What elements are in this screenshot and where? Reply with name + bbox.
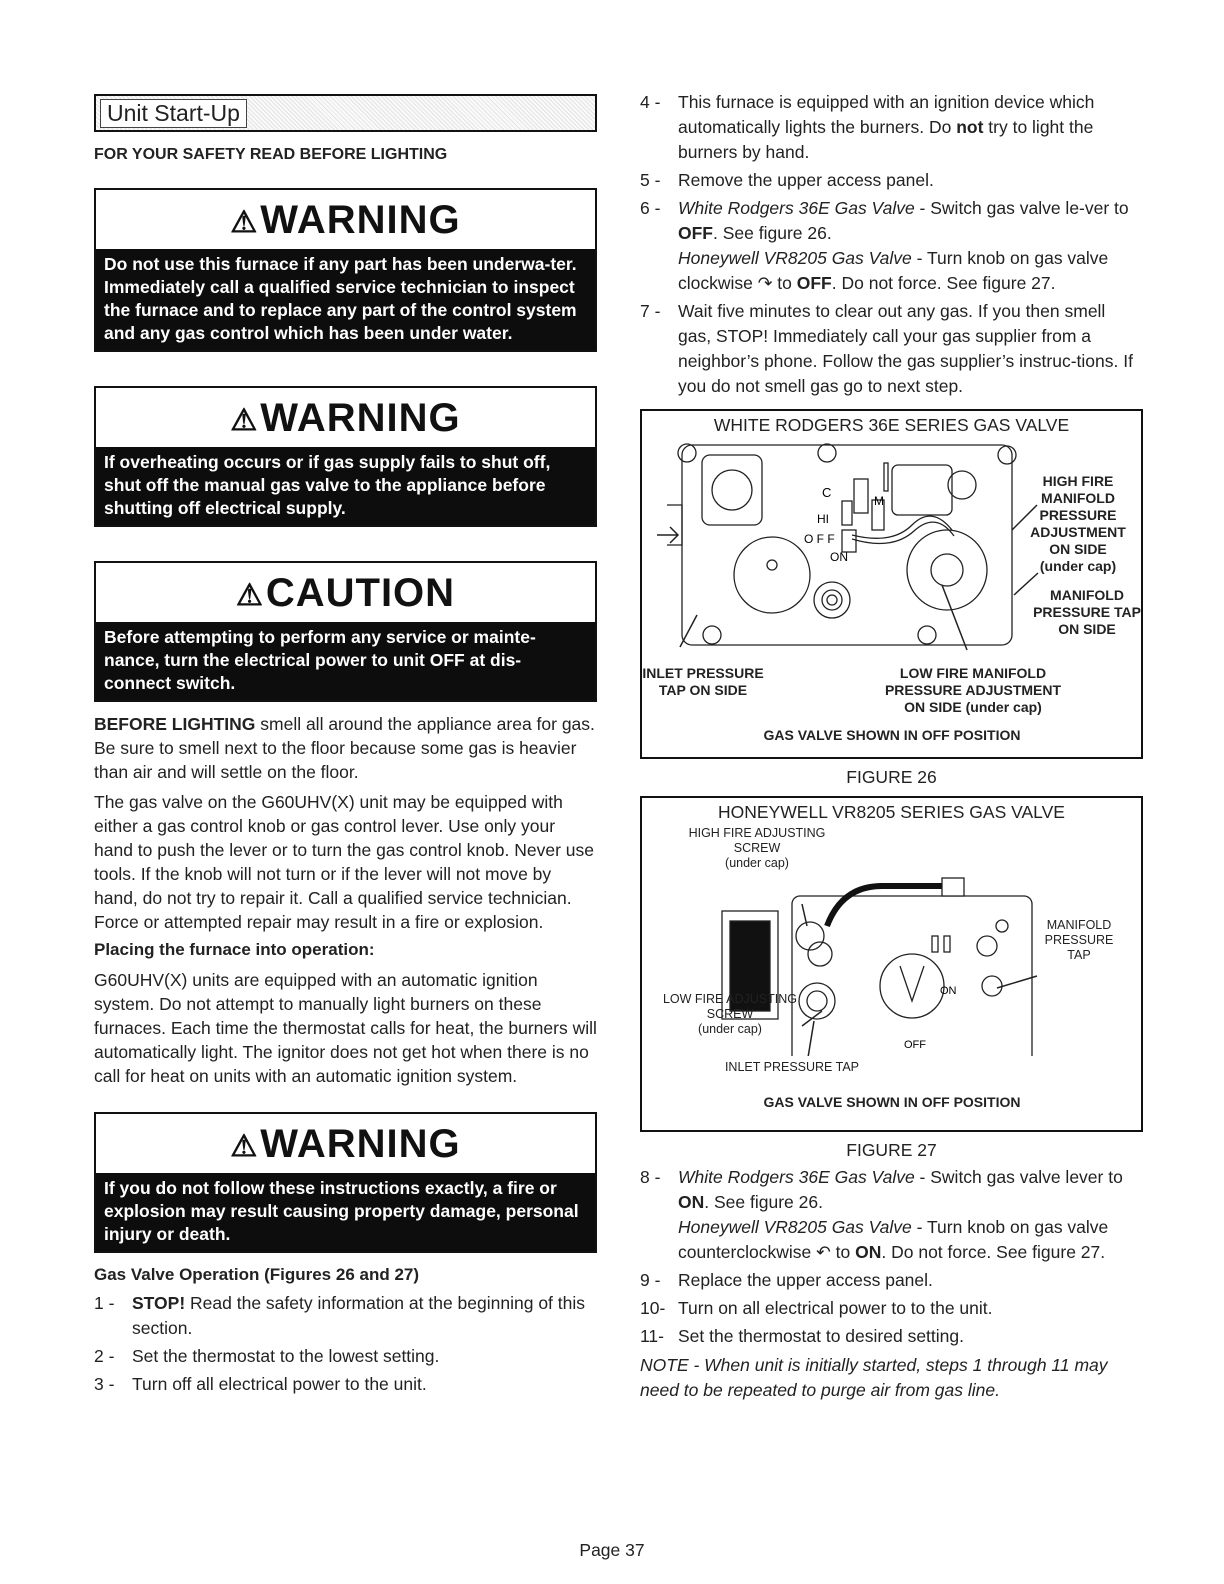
label-text: (under cap) xyxy=(698,1022,762,1036)
list-item xyxy=(94,1344,597,1369)
operation-heading: Gas Valve Operation (Figures 26 and 27) xyxy=(94,1265,420,1284)
warning-triangle-icon: ⚠ xyxy=(230,1129,259,1163)
fig27-manifold-label: MANIFOLD PRESSURE TAP xyxy=(1044,918,1114,962)
warning-box-underwater xyxy=(94,188,597,352)
label-text: LOW FIRE ADJUSTING SCREW xyxy=(662,992,798,1021)
step-bold: STOP! xyxy=(132,1293,186,1313)
arrow-right-icon xyxy=(657,527,678,543)
right-column xyxy=(640,90,1143,1403)
warning-title: WARNING xyxy=(260,1122,461,1166)
manifold-leader-line xyxy=(997,976,1037,988)
step-text: This furnace is equipped with an ignition device which automatically lights the burners. Do xyxy=(678,92,1095,137)
fig26-low-fire-label xyxy=(860,665,1086,716)
before-lighting-lead: BEFORE LIGHTING xyxy=(94,714,256,734)
fig26-inlet-label: INLET PRESSURE TAP ON SIDE xyxy=(642,665,764,698)
warning-box-overheating xyxy=(94,386,597,527)
caution-box xyxy=(94,561,597,702)
step-text: try to light the burners by hand. xyxy=(678,117,1094,162)
placing-heading: Placing the furnace into operation: xyxy=(94,940,375,959)
figure-27-box xyxy=(640,796,1143,1132)
lever-label-c: C xyxy=(822,485,832,500)
section-header xyxy=(94,94,597,132)
step-text: Turn off all electrical power to the unit. xyxy=(132,1374,427,1394)
step-text: Set the thermostat to desired setting. xyxy=(678,1326,964,1346)
step-bold: ON xyxy=(855,1242,882,1262)
step-text: Set the thermostat to the lowest setting. xyxy=(132,1346,440,1366)
step-text: . Do not force. See figure 27. xyxy=(881,1242,1106,1262)
operation-steps-left xyxy=(94,1291,597,1397)
fig27-inlet-label: INLET PRESSURE TAP xyxy=(724,1060,860,1074)
before-lighting-text: smell all around the appliance area for gas. Be sure to smell next to the floor because some gas is heavier than air and will settle on the floor. xyxy=(94,714,595,782)
warning-triangle-icon: ⚠ xyxy=(230,205,259,239)
step-text: - Switch gas valve lever to xyxy=(914,1167,1123,1187)
step-text: to xyxy=(772,273,797,293)
list-item xyxy=(640,1268,1143,1293)
lever-label-off: O F F xyxy=(804,532,835,546)
list-item xyxy=(94,1291,597,1341)
wire-harness xyxy=(827,886,942,926)
step-valve-name: Honeywell VR8205 Gas Valve xyxy=(678,1217,912,1237)
placing-paragraph: G60UHV(X) units are equipped with an automatic ignition system. Do not attempt to manually light burners on these furnaces. Each time the thermostat calls for heat, the burners will automatically light. The ignitor does not get hot when there is no call for heat on units with an automatic ignition system. xyxy=(94,970,597,1086)
step-text: Read the safety information at the beginning of this section. xyxy=(132,1293,586,1338)
low-fire-leader-line xyxy=(942,585,967,650)
knob-label-off: OFF xyxy=(904,1039,926,1051)
list-item xyxy=(640,1324,1143,1349)
step-number: 5 - xyxy=(640,170,661,190)
figure-27-title: HONEYWELL VR8205 SERIES GAS VALVE xyxy=(718,802,1065,822)
fig26-shown-label: GAS VALVE SHOWN IN OFF POSITION xyxy=(763,727,1021,743)
warning-title: WARNING xyxy=(260,396,461,440)
left-column xyxy=(94,94,597,1400)
lever-label-on: ON xyxy=(830,550,848,564)
step-number: 6 - xyxy=(640,198,661,218)
fig27-low-fire-label xyxy=(660,992,800,1037)
section-title: Unit Start-Up xyxy=(100,99,247,128)
warning-triangle-icon: ⚠ xyxy=(230,403,259,437)
figure-27-caption: FIGURE 27 xyxy=(846,1140,937,1160)
step-text: - Switch gas valve le-ver to xyxy=(914,198,1129,218)
list-item xyxy=(640,90,1143,165)
list-item xyxy=(640,299,1143,399)
step-bold: not xyxy=(956,117,984,137)
valve-body xyxy=(682,445,1012,645)
step-text: Remove the upper access panel. xyxy=(678,170,934,190)
label-text: (under cap) xyxy=(1039,558,1117,574)
step-text: Turn on all electrical power to to the unit. xyxy=(678,1298,993,1318)
label-text: (under cap) xyxy=(725,856,789,870)
inlet-leader-line xyxy=(802,1021,814,1056)
step-bold: OFF xyxy=(796,273,832,293)
figure-26-box xyxy=(640,409,1143,759)
warning-box-instructions xyxy=(94,1112,597,1253)
lever-label-hi: HI xyxy=(817,512,829,526)
figure-26-caption: FIGURE 26 xyxy=(846,767,937,787)
step-text: - Turn knob on gas valve clockwise xyxy=(678,248,1109,293)
list-item xyxy=(94,1372,597,1397)
label-text: ON SIDE (under cap) xyxy=(904,699,1042,715)
safety-subtitle: FOR YOUR SAFETY READ BEFORE LIGHTING xyxy=(94,146,448,163)
step-valve-name: White Rodgers 36E Gas Valve xyxy=(678,198,915,218)
step-text: . See figure 26. xyxy=(713,223,832,243)
step-number: 4 - xyxy=(640,92,661,112)
label-text: HIGH FIRE MANIFOLD PRESSURE ADJUSTMENT ON SIDE xyxy=(1030,473,1126,557)
list-item xyxy=(640,196,1143,296)
step-text: . See figure 26. xyxy=(704,1192,823,1212)
clockwise-arrow-icon: ↷ xyxy=(757,273,773,293)
step-number: 1 - xyxy=(94,1293,115,1313)
step-number: 8 - xyxy=(640,1167,661,1187)
step-number: 11- xyxy=(640,1326,664,1346)
figure-26-title: WHITE RODGERS 36E SERIES GAS VALVE xyxy=(713,415,1070,435)
step-valve-name: White Rodgers 36E Gas Valve xyxy=(678,1167,915,1187)
knob-label-on: ON xyxy=(940,985,957,997)
purge-note: NOTE - When unit is initially started, steps 1 through 11 may need to be repeated to purge air from gas line. xyxy=(640,1355,1108,1400)
step-number: 10- xyxy=(640,1298,666,1318)
warning-body: If you do not follow these instructions exactly, a fire or explosion may result causing property damage, personal injury or death. xyxy=(96,1173,595,1251)
warning-body: If overheating occurs or if gas supply fails to shut off, shut off the manual gas valve to the appliance before shutting off electrical supply. xyxy=(96,447,595,525)
step-number: 2 - xyxy=(94,1346,115,1366)
lever-label-m: M xyxy=(874,494,884,508)
operation-steps-right-top xyxy=(640,90,1143,399)
warning-body: Do not use this furnace if any part has been underwa-ter. Immediately call a qualified service technician to inspect the furnace and to replace any part of the control system and any gas control which has been under water. xyxy=(96,249,595,350)
list-item xyxy=(640,1165,1143,1265)
step-text: - Turn knob on gas valve counterclockwise xyxy=(678,1217,1109,1262)
list-item xyxy=(640,168,1143,193)
caution-triangle-icon: ⚠ xyxy=(235,578,264,612)
step-number: 9 - xyxy=(640,1270,661,1290)
step-text: Wait five minutes to clear out any gas. If you then smell gas, STOP! Immediately call your gas supplier from a neighbor’s phone. Follow the gas supplier’s instruc-tions. If you do not smell gas go to next step. xyxy=(678,301,1133,396)
step-number: 7 - xyxy=(640,301,661,321)
warning-title: WARNING xyxy=(260,198,461,242)
page-number: Page 37 xyxy=(579,1540,645,1560)
fig27-shown-label: GAS VALVE SHOWN IN OFF POSITION xyxy=(763,1094,1021,1110)
label-text: HIGH FIRE ADJUSTING SCREW xyxy=(688,826,826,855)
fig27-high-fire-label xyxy=(682,826,832,871)
before-lighting-paragraph xyxy=(94,712,597,784)
step-bold: OFF xyxy=(678,223,713,243)
step-text: . Do not force. See figure 27. xyxy=(831,273,1056,293)
gas-valve-paragraph: The gas valve on the G60UHV(X) unit may be equipped with either a gas control knob or gas control lever. Use only your hand to push the lever or to turn the gas control knob. Never use tools. If the knob will not turn or if the lever will not move by hand, do not try to repair it. Call a qualified service technician. Force or attempted repair may result in a fire or explosion. xyxy=(94,792,595,932)
fig26-high-fire-label xyxy=(1020,473,1136,575)
step-valve-name: Honeywell VR8205 Gas Valve xyxy=(678,248,912,268)
step-text: Replace the upper access panel. xyxy=(678,1270,933,1290)
step-text: to xyxy=(830,1242,856,1262)
operation-steps-right-bottom xyxy=(640,1165,1143,1349)
caution-title: CAUTION xyxy=(265,571,456,615)
step-bold: ON xyxy=(678,1192,705,1212)
step-number: 3 - xyxy=(94,1374,115,1394)
label-text: LOW FIRE MANIFOLD PRESSURE ADJUSTMENT xyxy=(884,665,1062,698)
caution-body: Before attempting to perform any service or mainte-nance, turn the electrical power to unit OFF at dis-connect switch. xyxy=(96,622,595,700)
fig26-manifold-label: MANIFOLD PRESSURE TAP ON SIDE xyxy=(1033,587,1141,637)
list-item xyxy=(640,1296,1143,1321)
counterclockwise-arrow-icon: ↶ xyxy=(816,1242,831,1262)
